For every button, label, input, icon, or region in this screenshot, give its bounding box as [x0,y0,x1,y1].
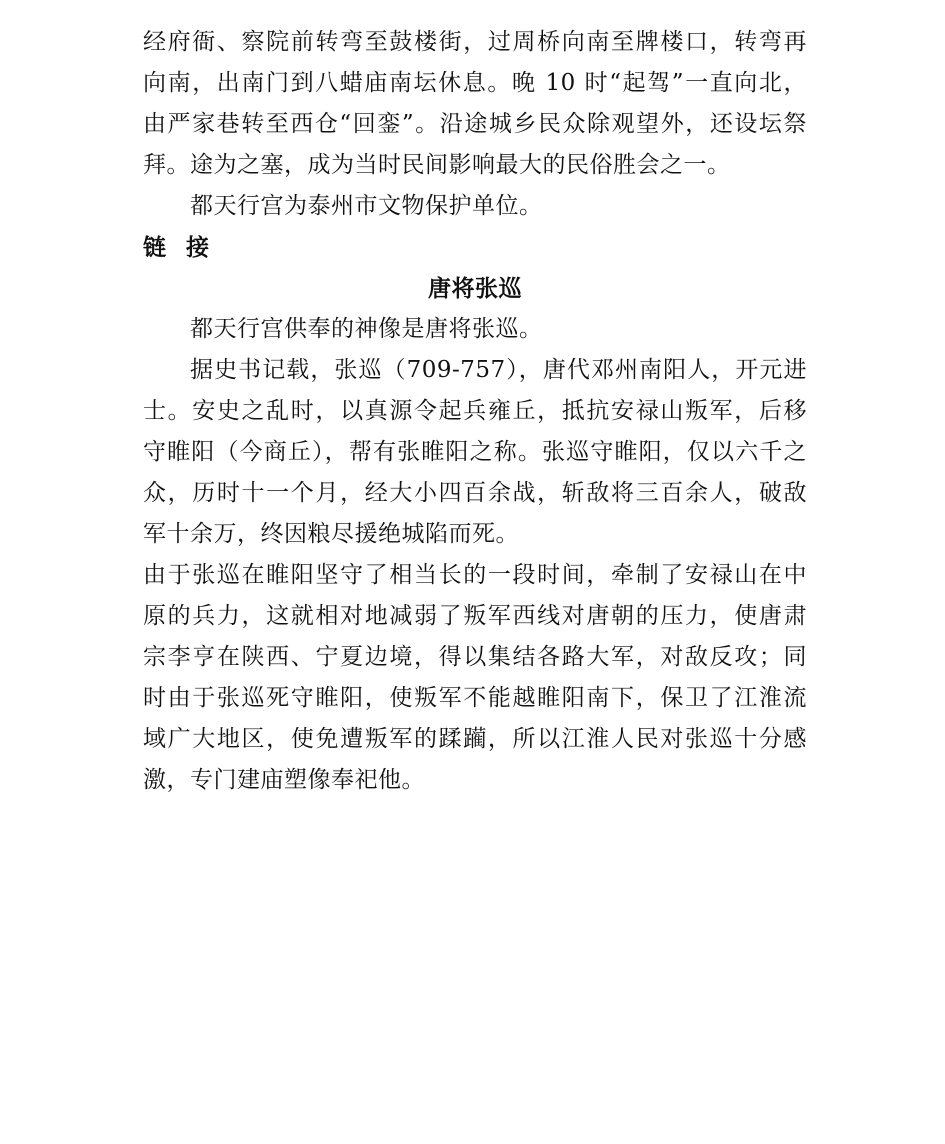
text-line: 军十余万，终因粮尽援绝城陷而死。 [143,521,519,547]
text-line: 由严家巷转至西仓“回銮”。沿途城乡民众除观望外，还设坛祭 [143,111,807,137]
intro-paragraph [143,22,807,186]
text-line: 士。安史之乱时，以真源令起兵雍丘，抵抗安禄山叛军，后移 [143,398,807,424]
protection-note: 都天行宫为泰州市文物保护单位。 [190,193,543,219]
article-title: 唐将张巡 [428,275,522,302]
text-line: 由于张巡在睢阳坚守了相当长的一段时间，牵制了安禄山在中 [143,562,807,588]
document-page [143,22,807,801]
text-line: 向南，出南门到八蜡庙南坛休息。晚 10 时“起驾”一直向北， [143,70,807,96]
text-line: 宗李亨在陕西、宁夏边境，得以集结各路大军，对敌反攻；同 [143,644,807,670]
article-lead: 都天行宫供奉的神像是唐将张巡。 [190,316,543,342]
text-line: 域广大地区，使免遭叛军的蹂躏，所以江淮人民对张巡十分感 [143,726,807,752]
text-line: 据史书记载，张巡（709-757），唐代邓州南阳人，开元进 [190,357,807,383]
text-line: 经府衙、察院前转弯至鼓楼街，过周桥向南至牌楼口，转弯再 [143,29,807,55]
text-line: 激，专门建庙塑像奉祀他。 [143,767,425,793]
section-heading: 链 接 [143,234,216,261]
text-line: 时由于张巡死守睢阳，使叛军不能越睢阳南下，保卫了江淮流 [143,685,807,711]
text-line: 守睢阳（今商丘），帮有张睢阳之称。张巡守睢阳，仅以六千之 [143,439,807,465]
text-line: 众，历时十一个月，经大小四百余战，斩敌将三百余人，破敌 [143,480,807,506]
history-paragraph [143,350,807,555]
impact-paragraph [143,555,807,801]
text-line: 拜。途为之塞，成为当时民间影响最大的民俗胜会之一。 [143,152,731,178]
text-line: 原的兵力，这就相对地减弱了叛军西线对唐朝的压力，使唐肃 [143,603,807,629]
